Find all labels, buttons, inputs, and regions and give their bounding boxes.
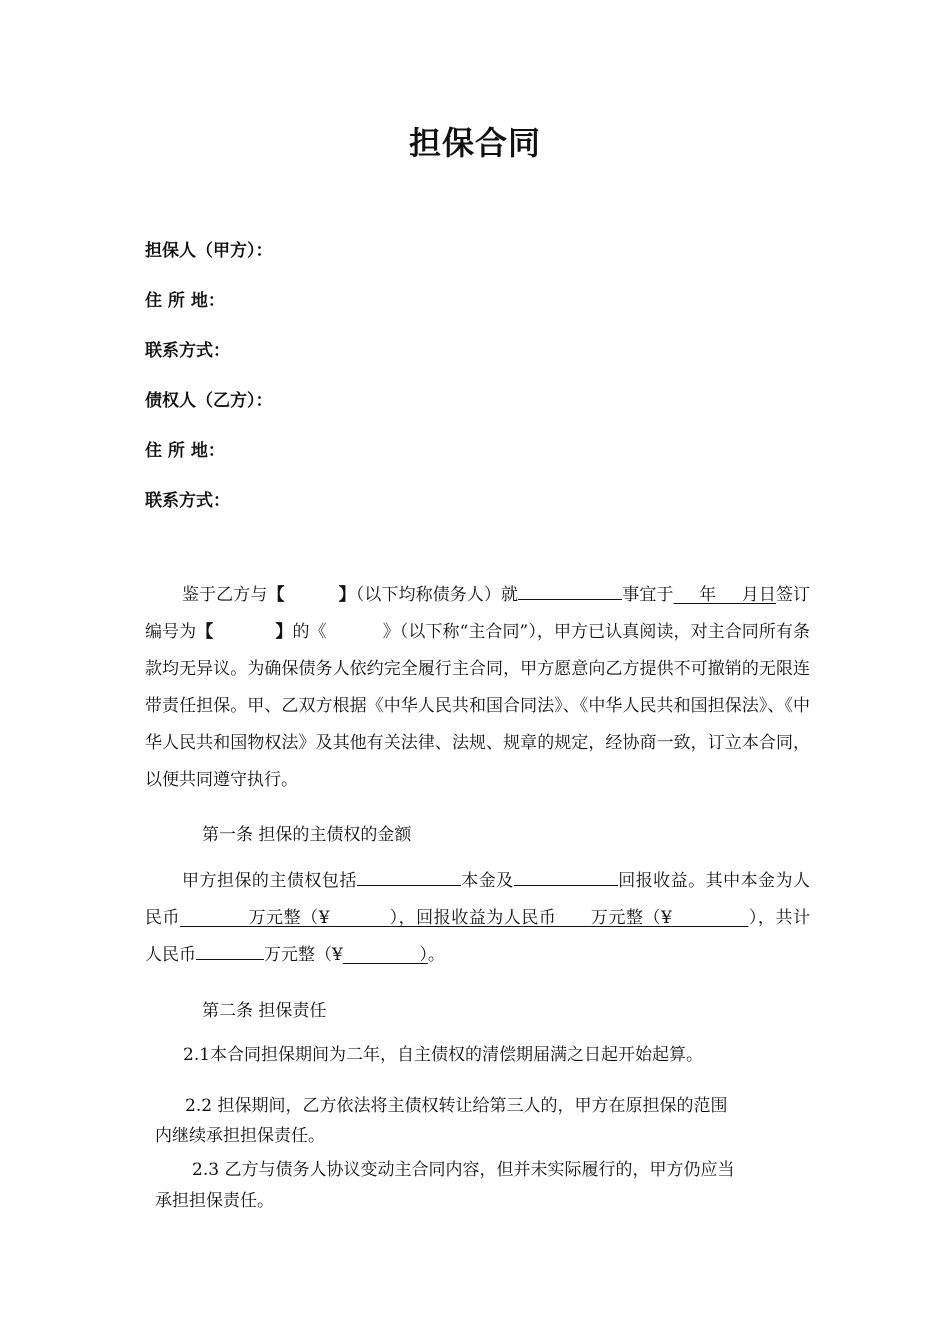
clause-2-2-line-2: 内继续承担担保责任。 <box>155 1126 325 1146</box>
matter-blank <box>518 579 622 600</box>
contract-number-blank <box>213 617 275 637</box>
preamble-text: （以下均称债务人）就 <box>355 585 519 605</box>
month-label: 月 <box>741 585 759 605</box>
guarantor-label: 担保人（甲方）： <box>145 241 273 261</box>
amount-unit: 万元整 <box>590 908 644 928</box>
preamble-text: 签订编号为 <box>145 585 811 642</box>
guarantor-contact-label: 联系方式： <box>145 341 230 361</box>
yuan-open: （¥ <box>643 908 672 928</box>
bracket-close: 】 <box>338 585 356 605</box>
bracket-close: 】 <box>275 622 293 642</box>
preamble-text: 的《 <box>292 622 327 642</box>
article-1-text: 回报收益。其中本金为人民币 <box>145 871 811 928</box>
creditor-contact-label: 联系方式： <box>145 491 230 511</box>
bracket-open: 【 <box>196 622 214 642</box>
preamble-text: 》（以下称“主合同”），甲方已认真阅读，对主合同所有条款均无异议。为确保债务人依约完全履行主合同，甲方愿意向乙方提供不可撤销的无限连带责任担保。甲、乙双方根据《中华人民共和国合同法》、《中华人民共和国担保法》、《中华人民共和国物权法》及其他有关法律、法规、规章的规定，经协商一致，订立本合同，以便共同遵守执行。 <box>145 622 811 790</box>
article-1-text: 。 <box>427 945 445 965</box>
yuan-close: ） <box>419 945 428 965</box>
clause-2-2-line-1: 2.2 担保期间，乙方依法将主债权转让给第三人的，甲方在原担保的范围 <box>185 1096 728 1116</box>
clause-2-1: 2.1本合同担保期间为二年，自主债权的清偿期届满之日起开始起算。 <box>183 1045 704 1065</box>
contract-name-blank <box>327 617 383 637</box>
principal-amount-field <box>180 908 556 928</box>
article-1-paragraph <box>145 863 810 974</box>
preamble-paragraph <box>145 577 810 799</box>
article-1-text: 甲方担保的主债权包括 <box>182 871 357 891</box>
article-1-text: 本金及 <box>460 871 514 891</box>
principal-blank <box>357 865 461 886</box>
total-blank <box>196 939 264 960</box>
total-yuan-field <box>343 945 428 965</box>
return-amount-field <box>556 908 643 928</box>
year-label: 年 <box>699 585 717 605</box>
amount-close: ），回报收益为人民币 <box>389 908 557 928</box>
guarantor-address-label: 住 所 地： <box>145 291 225 311</box>
article-1-heading: 第一条 担保的主债权的金额 <box>202 825 412 845</box>
bracket-open: 【 <box>267 585 285 605</box>
return-yuan-field <box>644 908 749 928</box>
debtor-blank <box>285 580 339 600</box>
preamble-text: 鉴于乙方与 <box>182 585 268 605</box>
amount-unit: 万元整（¥ <box>248 908 330 928</box>
clause-2-3-line-2: 承担担保责任。 <box>155 1191 274 1211</box>
preamble-text: 事宜于 <box>622 585 674 605</box>
clause-2-3-line-1: 2.3 乙方与债务人协议变动主合同内容，但并未实际履行的，甲方仍应当 <box>192 1160 735 1180</box>
article-1-text: 万元整（¥ <box>264 945 343 965</box>
date-field <box>674 585 776 605</box>
document-title: 担保合同 <box>408 124 541 162</box>
day-label: 日 <box>758 585 776 605</box>
article-1-text: ），共计人民币 <box>145 908 810 965</box>
return-blank <box>514 865 618 886</box>
article-2-heading: 第二条 担保责任 <box>202 1001 327 1021</box>
creditor-address-label: 住 所 地： <box>145 441 225 461</box>
creditor-label: 债权人（乙方）： <box>145 391 273 411</box>
